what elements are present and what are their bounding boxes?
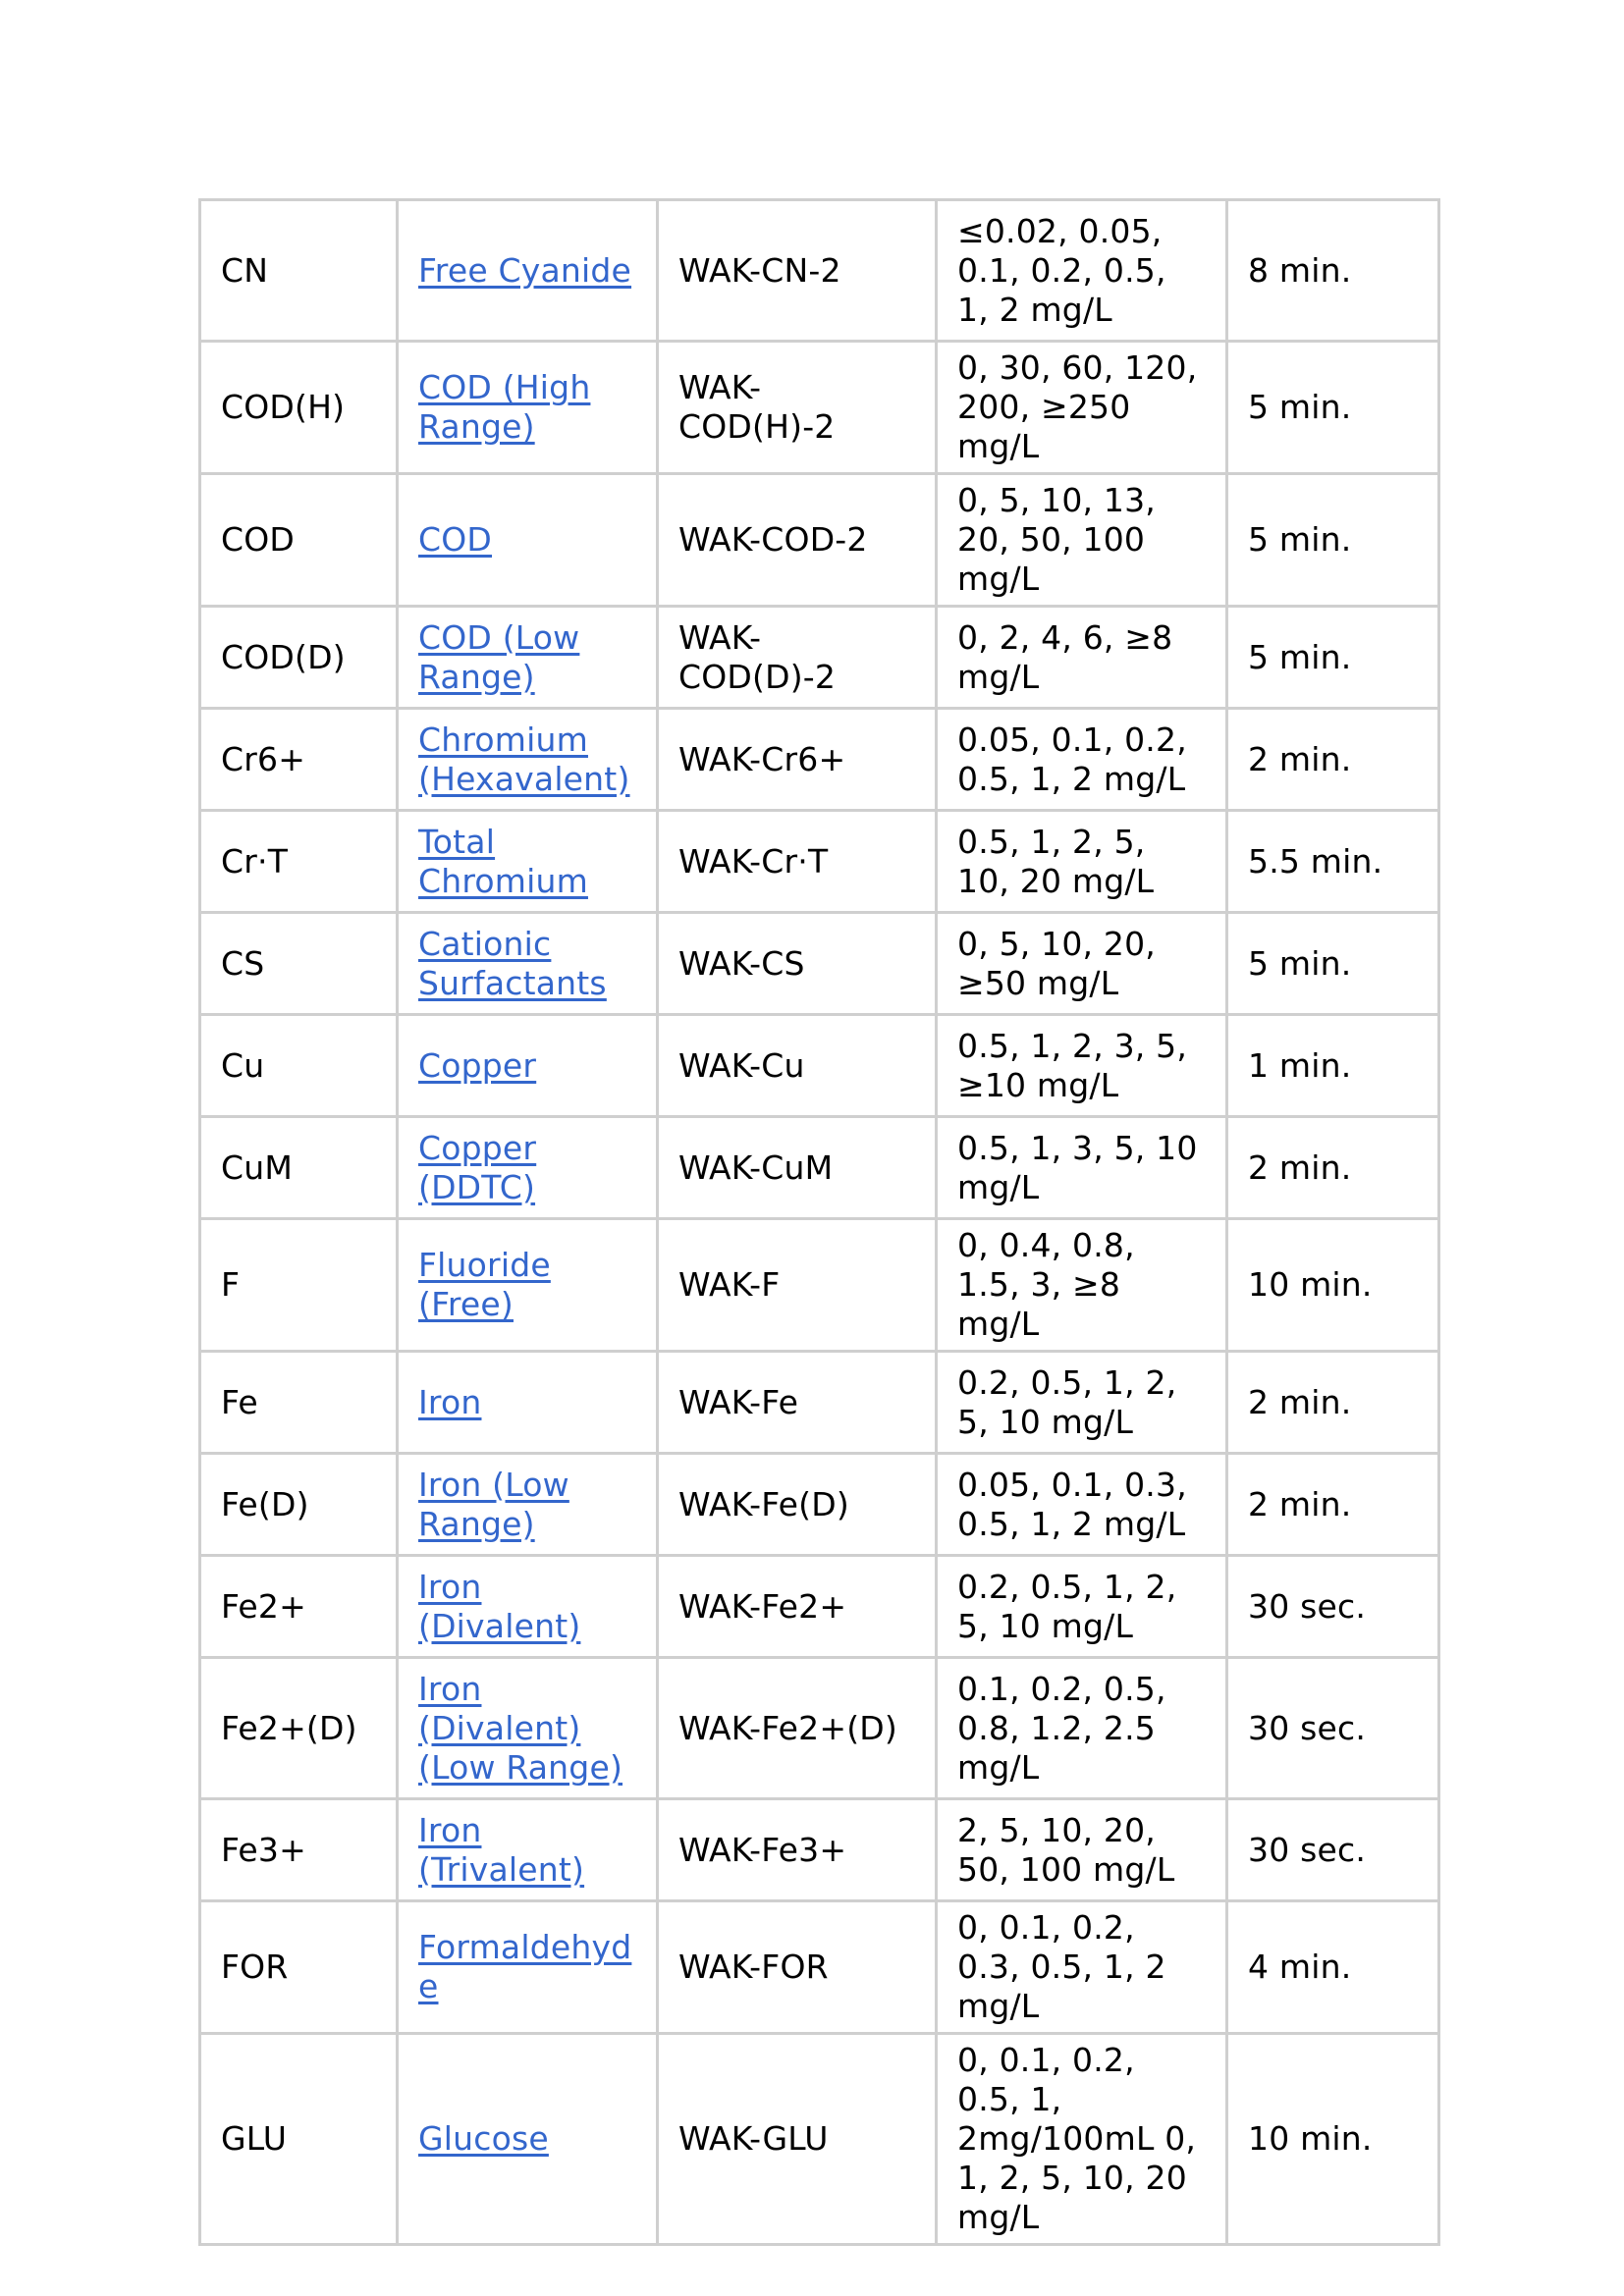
name-cell: [398, 1454, 658, 1556]
table-row: [200, 2034, 1439, 2245]
reagent-link[interactable]: Formaldehyde: [418, 1928, 632, 2005]
time-cell: 30 sec.: [1227, 1799, 1439, 1901]
time-cell: 2 min.: [1227, 1454, 1439, 1556]
name-cell: [398, 200, 658, 342]
range-cell: 0, 30, 60, 120, 200, ≥250 mg/L: [937, 342, 1227, 474]
model-cell: WAK-Cu: [658, 1015, 937, 1117]
code-cell: Fe(D): [200, 1454, 398, 1556]
table-row: [200, 200, 1439, 342]
model-cell: WAK-F: [658, 1219, 937, 1352]
code-cell: COD(H): [200, 342, 398, 474]
name-cell: [398, 1799, 658, 1901]
reagent-link[interactable]: Free Cyanide: [418, 250, 632, 290]
model-cell: WAK-CuM: [658, 1117, 937, 1219]
model-cell: WAK-COD-2: [658, 474, 937, 607]
code-cell: CS: [200, 913, 398, 1015]
table-row: [200, 1556, 1439, 1658]
time-cell: 1 min.: [1227, 1015, 1439, 1117]
model-cell: WAK-Cr·T: [658, 811, 937, 913]
time-cell: 2 min.: [1227, 1117, 1439, 1219]
code-cell: Fe2+: [200, 1556, 398, 1658]
reagent-link[interactable]: COD: [418, 520, 493, 559]
name-cell: [398, 811, 658, 913]
name-cell: [398, 1117, 658, 1219]
time-cell: 30 sec.: [1227, 1658, 1439, 1799]
code-cell: F: [200, 1219, 398, 1352]
code-cell: Cr·T: [200, 811, 398, 913]
time-cell: 10 min.: [1227, 2034, 1439, 2245]
reagent-link[interactable]: COD (Low Range): [418, 617, 580, 696]
model-cell: WAK-Fe2+: [658, 1556, 937, 1658]
code-cell: Fe: [200, 1352, 398, 1454]
range-cell: 0.5, 1, 2, 3, 5, ≥10 mg/L: [937, 1015, 1227, 1117]
reagent-link[interactable]: Glucose: [418, 2119, 549, 2158]
model-cell: WAK-Fe3+: [658, 1799, 937, 1901]
code-cell: Fe3+: [200, 1799, 398, 1901]
code-cell: COD(D): [200, 607, 398, 709]
table-row: [200, 1117, 1439, 1219]
model-cell: WAK-FOR: [658, 1901, 937, 2034]
model-cell: WAK-CS: [658, 913, 937, 1015]
range-cell: 0.05, 0.1, 0.3, 0.5, 1, 2 mg/L: [937, 1454, 1227, 1556]
reagent-link[interactable]: Copper: [418, 1045, 537, 1085]
model-cell: WAK-Fe2+(D): [658, 1658, 937, 1799]
table-row: [200, 1658, 1439, 1799]
reagent-link[interactable]: Iron (Trivalent): [418, 1810, 585, 1889]
name-cell: [398, 1556, 658, 1658]
time-cell: 10 min.: [1227, 1219, 1439, 1352]
table-row: [200, 342, 1439, 474]
table-row: [200, 1901, 1439, 2034]
model-cell: WAK-COD(D)-2: [658, 607, 937, 709]
reagent-link[interactable]: Iron (Divalent) (Low Range): [418, 1669, 623, 1787]
name-cell: [398, 607, 658, 709]
code-cell: COD: [200, 474, 398, 607]
range-cell: 0, 2, 4, 6, ≥8 mg/L: [937, 607, 1227, 709]
code-cell: CN: [200, 200, 398, 342]
range-cell: 0.2, 0.5, 1, 2, 5, 10 mg/L: [937, 1556, 1227, 1658]
name-cell: [398, 1352, 658, 1454]
table-row: [200, 607, 1439, 709]
model-cell: WAK-Fe: [658, 1352, 937, 1454]
reagent-link[interactable]: Fluoride (Free): [418, 1246, 551, 1323]
reagent-link[interactable]: Total Chromium: [418, 822, 588, 900]
name-cell: [398, 1901, 658, 2034]
name-cell: [398, 1658, 658, 1799]
time-cell: 5 min.: [1227, 342, 1439, 474]
code-cell: Cr6+: [200, 709, 398, 811]
table-row: [200, 1799, 1439, 1901]
table-row: [200, 709, 1439, 811]
range-cell: 0.1, 0.2, 0.5, 0.8, 1.2, 2.5 mg/L: [937, 1658, 1227, 1799]
model-cell: WAK-Fe(D): [658, 1454, 937, 1556]
range-cell: 0.5, 1, 2, 5, 10, 20 mg/L: [937, 811, 1227, 913]
reagent-table: [198, 198, 1440, 2246]
range-cell: 0, 5, 10, 20, ≥50 mg/L: [937, 913, 1227, 1015]
table-row: [200, 913, 1439, 1015]
range-cell: 2, 5, 10, 20, 50, 100 mg/L: [937, 1799, 1227, 1901]
time-cell: 2 min.: [1227, 709, 1439, 811]
range-cell: 0, 0.4, 0.8, 1.5, 3, ≥8 mg/L: [937, 1219, 1227, 1352]
name-cell: [398, 1219, 658, 1352]
range-cell: 0.5, 1, 3, 5, 10 mg/L: [937, 1117, 1227, 1219]
code-cell: Cu: [200, 1015, 398, 1117]
table-row: [200, 474, 1439, 607]
range-cell: 0, 0.1, 0.2, 0.3, 0.5, 1, 2 mg/L: [937, 1901, 1227, 2034]
name-cell: [398, 709, 658, 811]
name-cell: [398, 342, 658, 474]
code-cell: CuM: [200, 1117, 398, 1219]
name-cell: [398, 913, 658, 1015]
reagent-link[interactable]: Copper (DDTC): [418, 1128, 537, 1206]
model-cell: WAK-Cr6+: [658, 709, 937, 811]
time-cell: 5 min.: [1227, 913, 1439, 1015]
reagent-link[interactable]: Iron: [418, 1382, 482, 1421]
code-cell: FOR: [200, 1901, 398, 2034]
range-cell: ≤0.02, 0.05, 0.1, 0.2, 0.5, 1, 2 mg/L: [937, 200, 1227, 342]
name-cell: [398, 474, 658, 607]
range-cell: 0.2, 0.5, 1, 2, 5, 10 mg/L: [937, 1352, 1227, 1454]
time-cell: 2 min.: [1227, 1352, 1439, 1454]
name-cell: [398, 1015, 658, 1117]
reagent-link[interactable]: Iron (Divalent): [418, 1567, 581, 1645]
time-cell: 30 sec.: [1227, 1556, 1439, 1658]
reagent-link[interactable]: Chromium (Hexavalent): [418, 720, 630, 798]
table-row: [200, 1454, 1439, 1556]
table-row: [200, 1015, 1439, 1117]
name-cell: [398, 2034, 658, 2245]
range-cell: 0.05, 0.1, 0.2, 0.5, 1, 2 mg/L: [937, 709, 1227, 811]
table-row: [200, 1219, 1439, 1352]
code-cell: GLU: [200, 2034, 398, 2245]
code-cell: Fe2+(D): [200, 1658, 398, 1799]
range-cell: 0, 5, 10, 13, 20, 50, 100 mg/L: [937, 474, 1227, 607]
table-row: [200, 811, 1439, 913]
time-cell: 8 min.: [1227, 200, 1439, 342]
time-cell: 5.5 min.: [1227, 811, 1439, 913]
range-cell: 0, 0.1, 0.2, 0.5, 1, 2mg/100mL 0, 1, 2, 5, 10, 20 mg/L: [937, 2034, 1227, 2245]
model-cell: WAK-CN-2: [658, 200, 937, 342]
table-row: [200, 1352, 1439, 1454]
time-cell: 4 min.: [1227, 1901, 1439, 2034]
reagent-link[interactable]: Cationic Surfactants: [418, 924, 607, 1002]
model-cell: WAK-GLU: [658, 2034, 937, 2245]
time-cell: 5 min.: [1227, 474, 1439, 607]
time-cell: 5 min.: [1227, 607, 1439, 709]
reagent-link[interactable]: COD (High Range): [418, 368, 591, 446]
reagent-link[interactable]: Iron (Low Range): [418, 1465, 569, 1543]
model-cell: WAK-COD(H)-2: [658, 342, 937, 474]
